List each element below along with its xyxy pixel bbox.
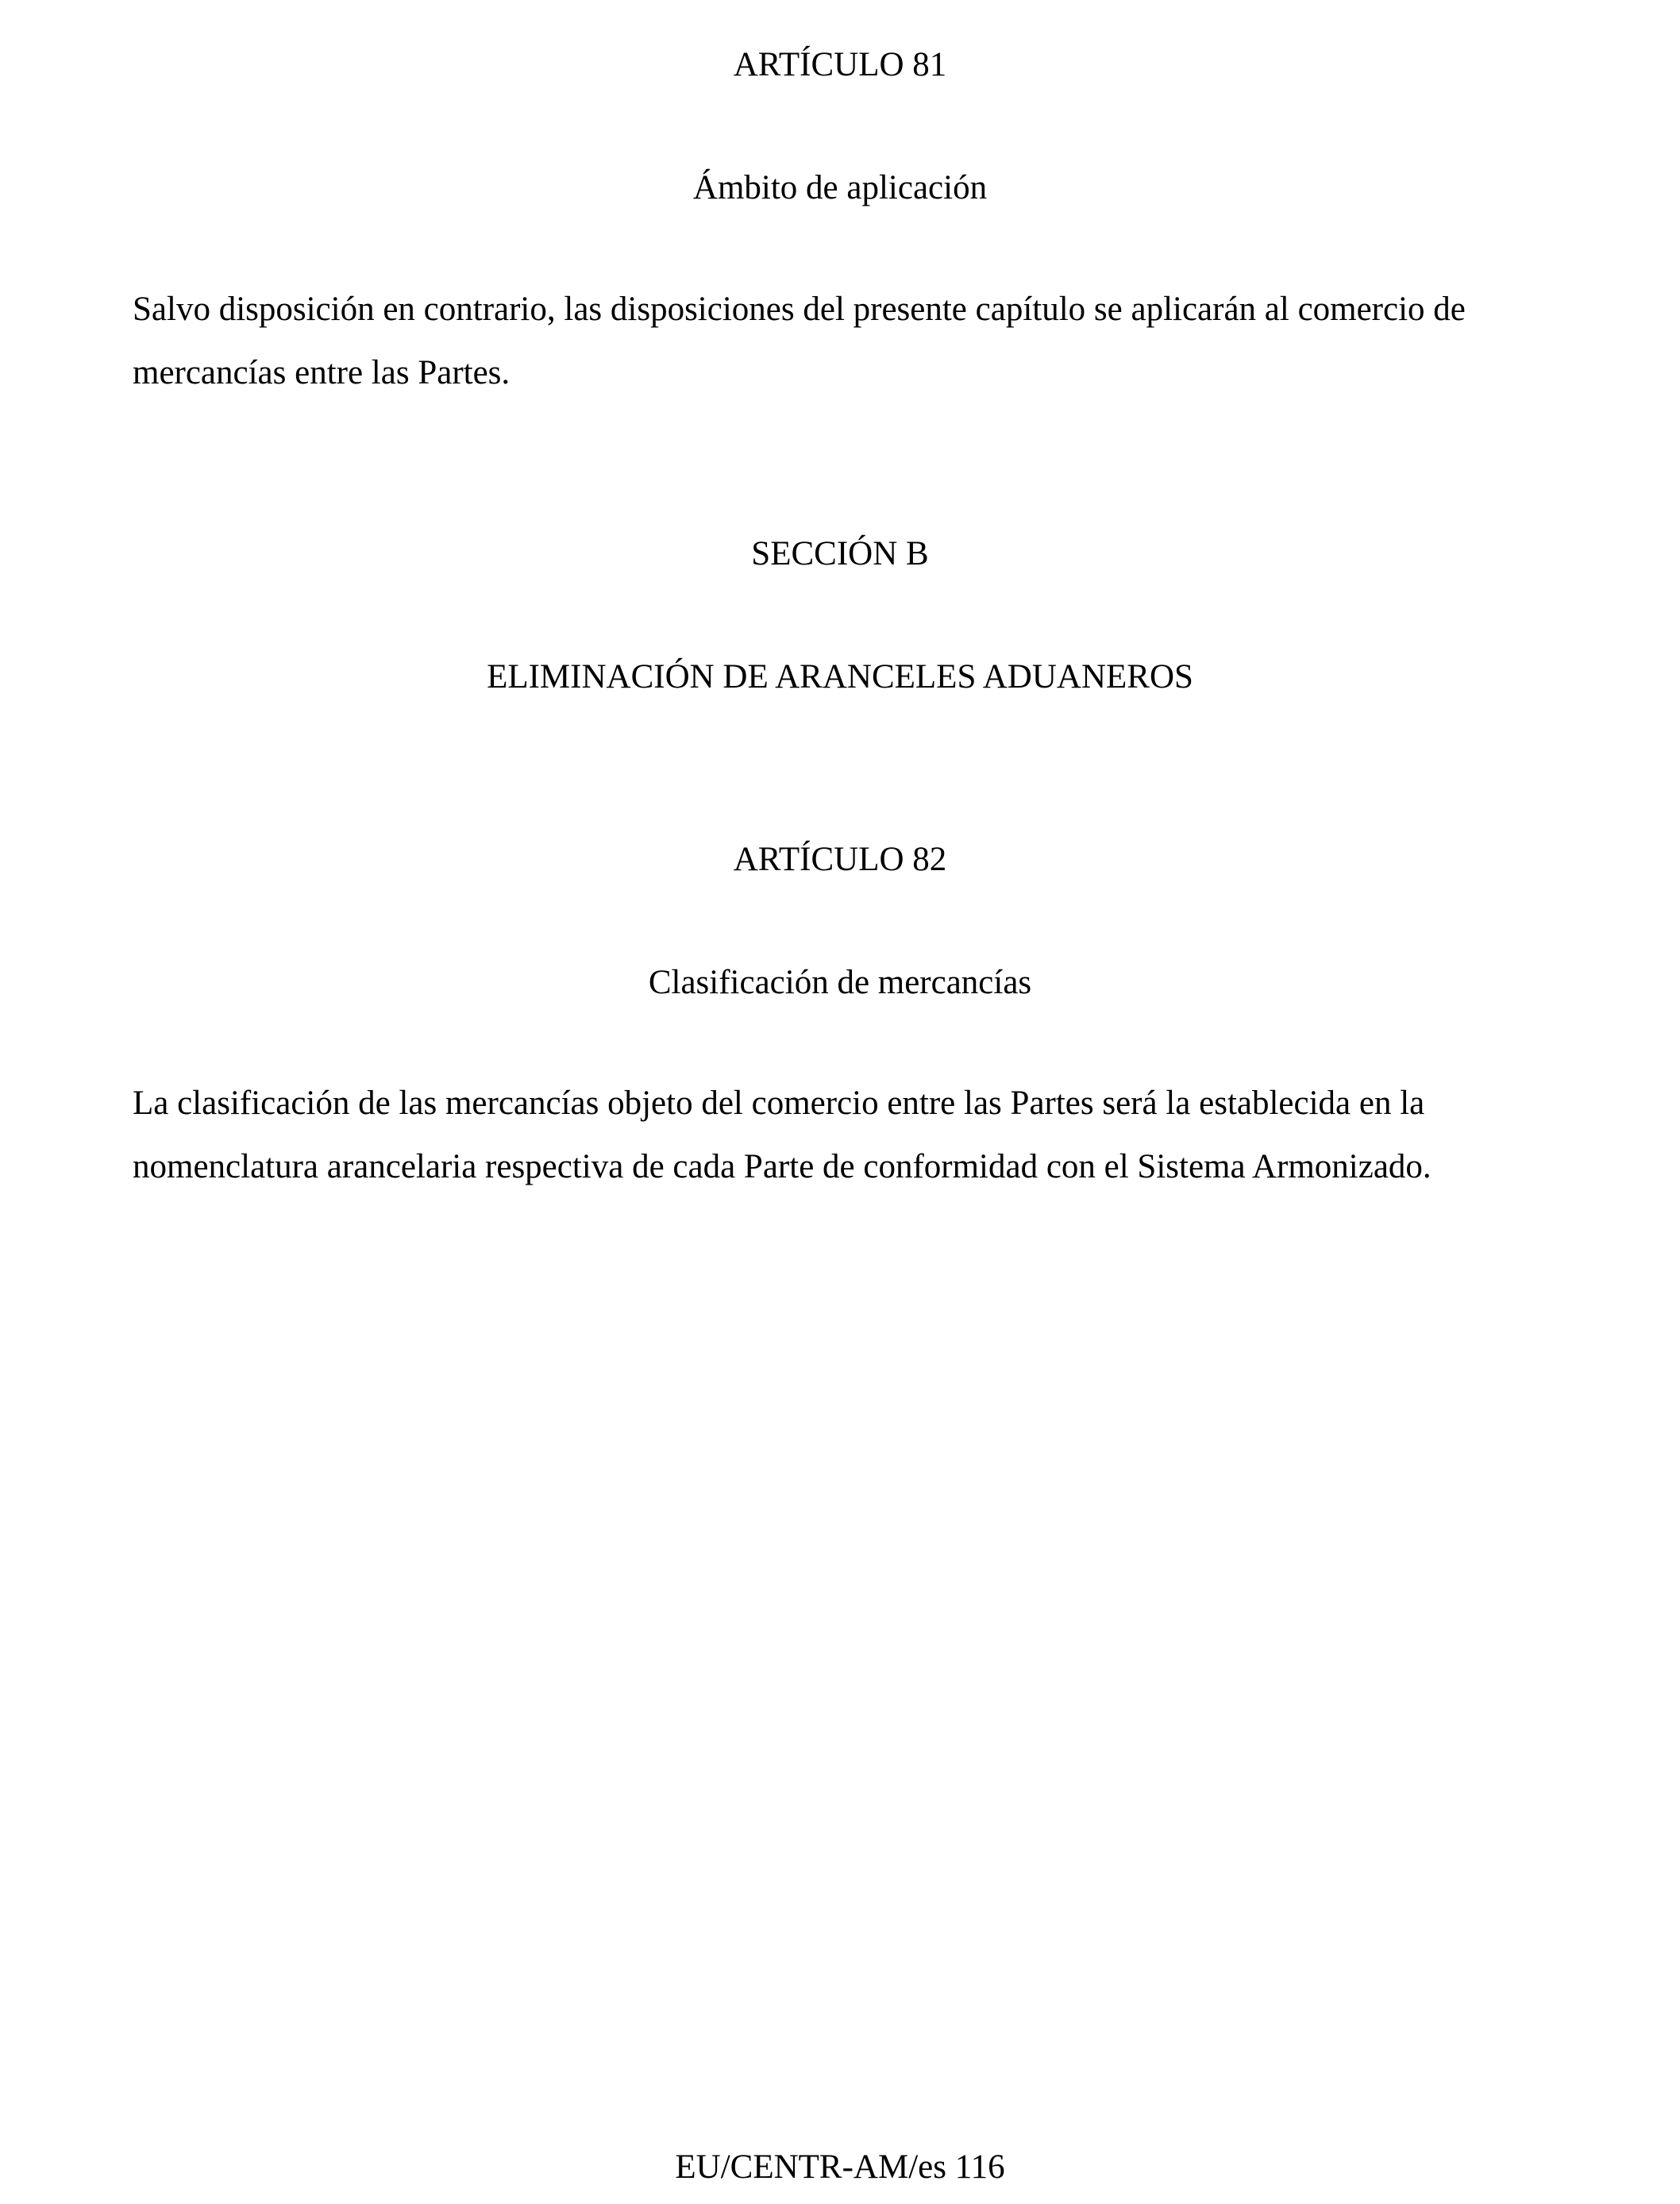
paragraph-line: mercancías entre las Partes. (133, 354, 511, 391)
page-footer-reference: EU/CENTR-AM/es 116 (675, 2148, 1005, 2186)
article-82-heading: ARTÍCULO 82 (733, 841, 947, 878)
paragraph-line: Salvo disposición en contrario, las disposiciones del presente capítulo se aplicarán al comercio de (133, 291, 1466, 328)
paragraph-line: La clasificación de las mercancías objeto del comercio entre las Partes será la establecida en la (133, 1085, 1425, 1122)
section-title: ELIMINACIÓN DE ARANCELES ADUANEROS (487, 658, 1193, 695)
article-82-paragraph (133, 1072, 1562, 1199)
article-81-title: Ámbito de aplicación (692, 169, 988, 206)
paragraph-line: nomenclatura arancelaria respectiva de cada Parte de conformidad con el Sistema Armonizado. (133, 1148, 1431, 1185)
section-heading: SECCIÓN B (751, 535, 929, 572)
article-81-paragraph (133, 278, 1562, 405)
article-81-heading: ARTÍCULO 81 (733, 46, 947, 83)
article-82-title: Clasificación de mercancías (648, 964, 1032, 1001)
